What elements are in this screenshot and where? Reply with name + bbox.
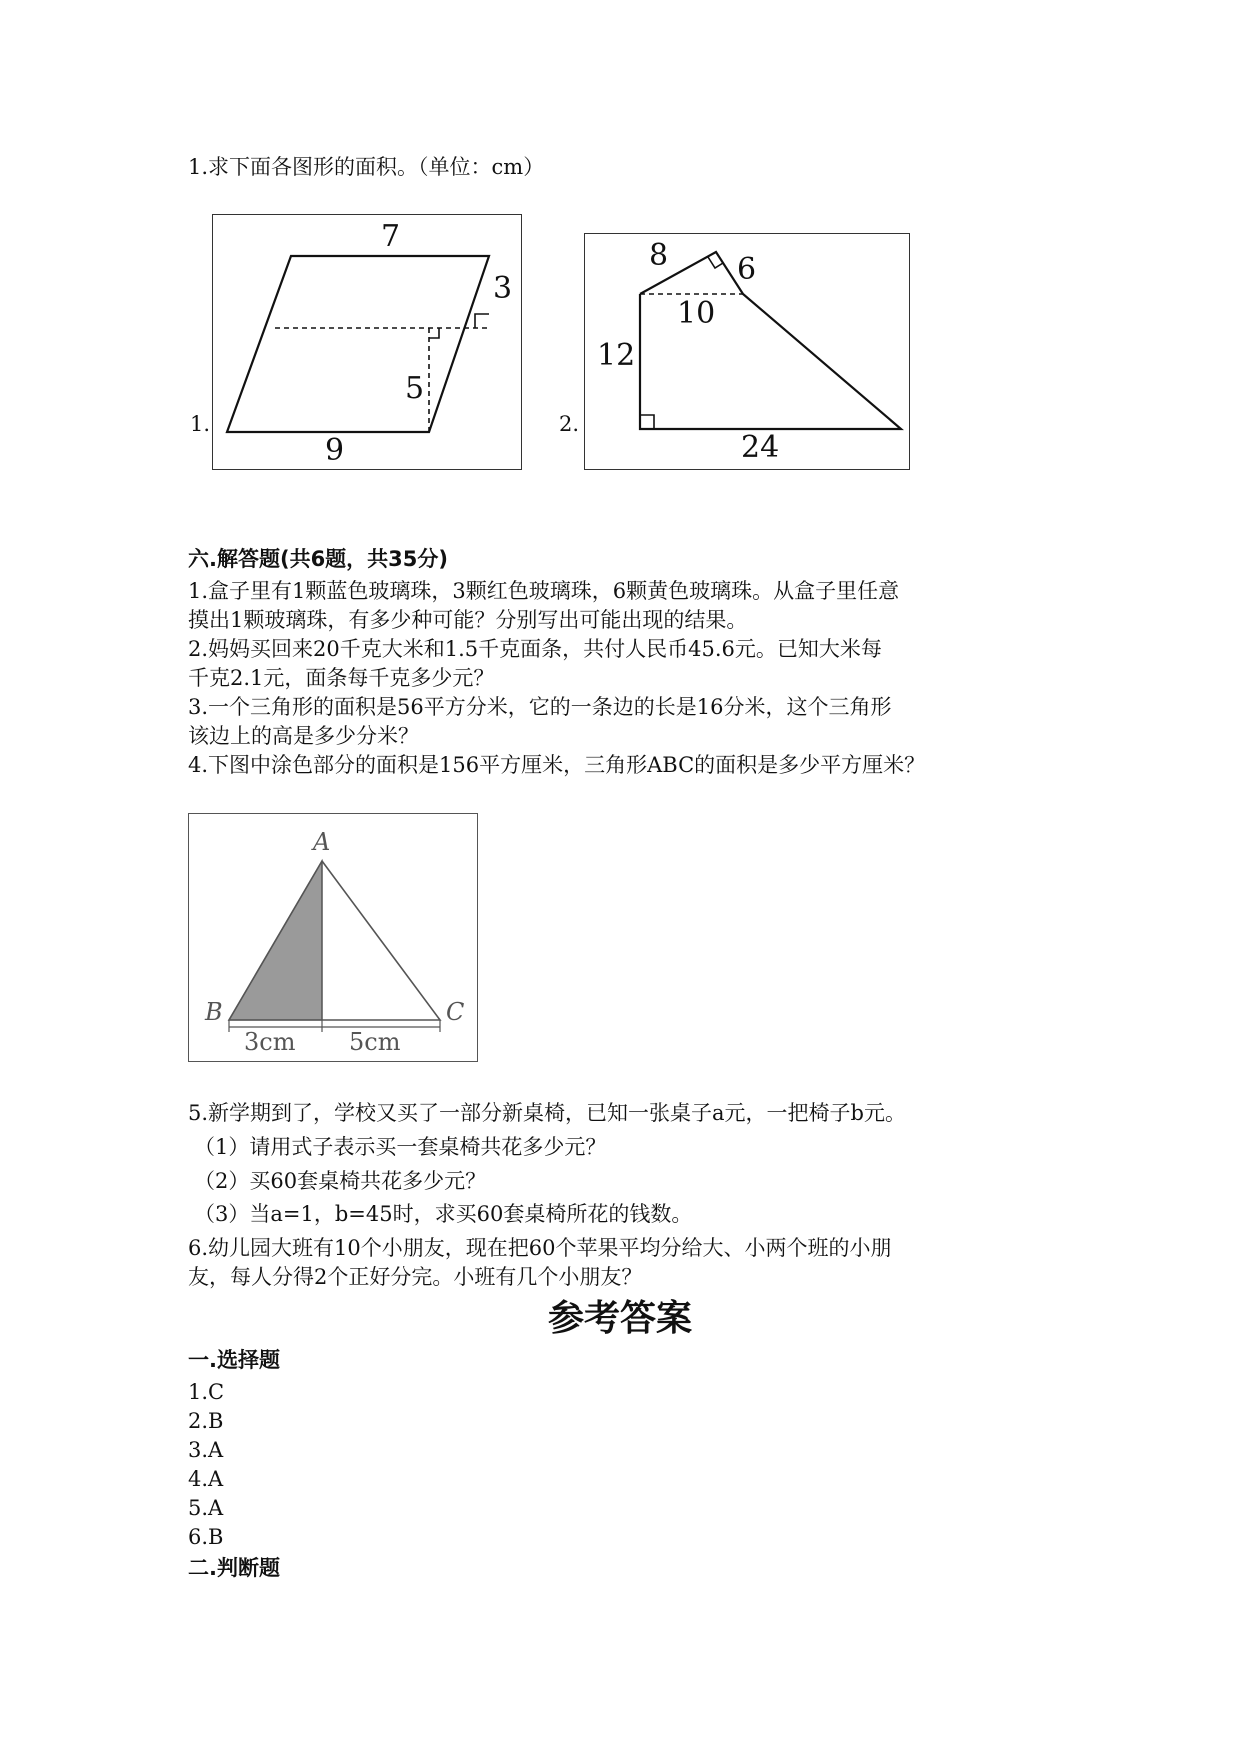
answers-section-2-title: 二.判断题 [188,1556,280,1580]
answer-item: 6.B [188,1525,224,1549]
problem-subquestion: （1）请用式子表示买一套桌椅共花多少元？ [194,1135,607,1159]
problem-subquestion: （2）买60套桌椅共花多少元？ [194,1169,487,1193]
problem-line: 6.幼儿园大班有10个小朋友，现在把60个苹果平均分给大、小两个班的小朋 [188,1236,892,1260]
vertex-c-label: C [446,998,465,1026]
problem-line: 3.一个三角形的面积是56平方分米，它的一条边的长是16分米，这个三角形 [188,695,892,719]
fig1-height: 5 [405,371,425,406]
problem-line: 4.下图中涂色部分的面积是156平方厘米，三角形ABC的面积是多少平方厘米？ [188,753,926,777]
parallelogram-drawing [213,215,523,471]
fig2-side-a: 8 [649,238,669,273]
fig1-top-length: 7 [381,219,401,254]
answers-title: 参考答案 [547,1298,692,1339]
fig2-side-b: 6 [737,252,757,287]
fig1-bottom-length: 9 [325,433,345,468]
problem-line: 摸出1颗玻璃珠，有多少种可能？分别写出可能出现的结果。 [188,608,748,632]
answer-item: 1.C [188,1380,225,1404]
figure-3-triangle-abc [188,813,478,1062]
problem-line: 5.新学期到了，学校又买了一部分新桌椅，已知一张桌子a元，一把椅子b元。 [188,1101,906,1125]
figure-1-parallelogram [212,214,522,470]
problem-line: 友，每人分得2个正好分完。小班有几个小朋友？ [188,1265,643,1289]
triangle-drawing [189,814,479,1063]
vertex-a-label: A [313,828,331,856]
answer-item: 2.B [188,1409,224,1433]
answer-item: 4.A [188,1467,224,1491]
figure-1-index: 1. [190,412,211,436]
left-length-label: 3cm [244,1028,296,1056]
fig2-side-e: 24 [741,430,780,465]
fig2-side-d: 12 [597,338,636,373]
problem-subquestion: （3）当a=1，b=45时，求买60套桌椅所花的钱数。 [194,1202,693,1226]
answer-item: 5.A [188,1496,224,1520]
fig1-right-length: 3 [493,271,513,306]
figure-2-index: 2. [559,412,580,436]
fig2-side-c: 10 [677,296,716,331]
figure-2-composite [584,233,910,470]
answers-section-1-title: 一.选择题 [188,1348,280,1372]
problem-line: 千克2.1元，面条每千克多少元？ [188,666,495,690]
problem-line: 该边上的高是多少分米？ [188,724,419,748]
vertex-b-label: B [205,998,223,1026]
right-length-label: 5cm [349,1028,401,1056]
section-6-title: 六.解答题(共6题，共35分) [188,547,449,571]
answer-item: 3.A [188,1438,224,1462]
question-intro: 1.求下面各图形的面积。（单位：cm） [188,155,545,179]
problem-line: 2.妈妈买回来20千克大米和1.5千克面条，共付人民币45.6元。已知大米每 [188,637,882,661]
problem-line: 1.盒子里有1颗蓝色玻璃珠，3颗红色玻璃珠，6颗黄色玻璃珠。从盒子里任意 [188,579,900,603]
